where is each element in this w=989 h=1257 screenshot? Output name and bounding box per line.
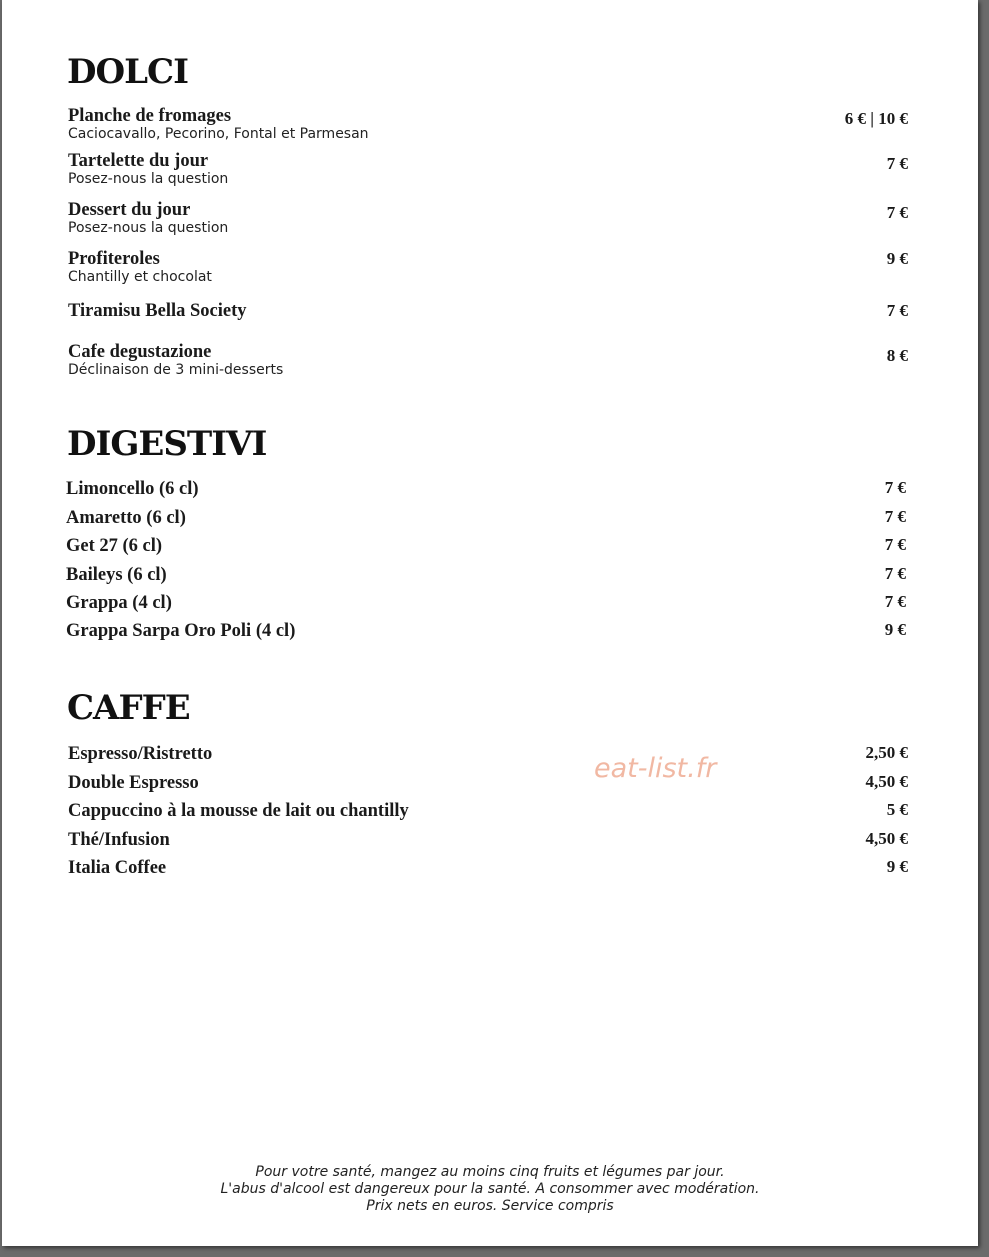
- menu-item: [68, 151, 908, 188]
- item-name: Dessert du jour: [68, 200, 191, 220]
- item-price: 7 €: [884, 535, 906, 554]
- item-price: 7 €: [886, 154, 908, 173]
- item-price: 7 €: [884, 507, 906, 526]
- item-name: Tiramisu Bella Society: [68, 301, 247, 321]
- item-name: Amaretto (6 cl): [66, 508, 186, 528]
- item-name: Espresso/Ristretto: [68, 744, 213, 764]
- menu-page: [2, 0, 978, 1246]
- menu-item: [68, 200, 908, 237]
- menu-item: [68, 301, 908, 321]
- menu-item: [66, 508, 906, 528]
- item-name: Thé/Infusion: [68, 830, 170, 850]
- menu-item: [66, 565, 906, 585]
- menu-item: [68, 744, 908, 764]
- menu-item: [66, 536, 906, 556]
- item-name: Baileys (6 cl): [66, 565, 167, 585]
- item-price: 6 € | 10 €: [844, 109, 908, 128]
- item-name: Italia Coffee: [68, 858, 167, 878]
- item-price: 7 €: [884, 592, 906, 611]
- item-price: 9 €: [886, 857, 908, 876]
- item-name: Double Espresso: [68, 773, 199, 793]
- item-price: 7 €: [884, 564, 906, 583]
- item-price: 5 €: [886, 800, 908, 819]
- section-title-dolci: DOLCI: [67, 52, 188, 92]
- item-price: 9 €: [886, 249, 908, 268]
- item-price: 4,50 €: [865, 772, 908, 791]
- menu-item: [68, 106, 908, 143]
- item-name: Get 27 (6 cl): [66, 536, 163, 556]
- menu-item: [68, 830, 908, 850]
- footer-line: Prix nets en euros. Service compris: [366, 1198, 614, 1214]
- item-price: 2,50 €: [865, 743, 908, 762]
- item-price: 9 €: [884, 620, 906, 639]
- item-description: Posez-nous la question: [68, 220, 229, 236]
- watermark: eat-list.fr: [594, 753, 717, 784]
- menu-item: [66, 593, 906, 613]
- footer-line: L'abus d'alcool est dangereux pour la santé. A consommer avec modération.: [220, 1181, 760, 1197]
- menu-item: [66, 479, 906, 499]
- item-price: 8 €: [886, 346, 908, 365]
- item-price: 7 €: [884, 478, 906, 497]
- menu-item: [68, 801, 908, 821]
- menu-item: [68, 858, 908, 878]
- section-title-digestivi: DIGESTIVI: [67, 424, 267, 464]
- footer-notice: [2, 1164, 978, 1215]
- item-description: Déclinaison de 3 mini-desserts: [68, 362, 284, 378]
- menu-item: [68, 342, 908, 379]
- item-price: 7 €: [886, 301, 908, 320]
- item-description: Chantilly et chocolat: [68, 269, 212, 285]
- item-description: Posez-nous la question: [68, 171, 229, 187]
- item-name: Cappuccino à la mousse de lait ou chantilly: [68, 801, 409, 821]
- item-name: Grappa Sarpa Oro Poli (4 cl): [66, 621, 296, 641]
- item-name: Cafe degustazione: [68, 342, 212, 362]
- menu-item: [68, 249, 908, 286]
- item-name: Planche de fromages: [68, 106, 232, 126]
- item-price: 7 €: [886, 203, 908, 222]
- item-name: Limoncello (6 cl): [66, 479, 199, 499]
- footer-line: Pour votre santé, mangez au moins cinq fruits et légumes par jour.: [255, 1164, 725, 1180]
- item-price: 4,50 €: [865, 829, 908, 848]
- item-description: Caciocavallo, Pecorino, Fontal et Parmesan: [68, 126, 369, 142]
- menu-item: [66, 621, 906, 641]
- section-title-caffe: CAFFE: [67, 688, 190, 728]
- item-name: Grappa (4 cl): [66, 593, 172, 613]
- item-name: Tartelette du jour: [68, 151, 209, 171]
- menu-item: [68, 773, 908, 793]
- item-name: Profiteroles: [68, 249, 160, 269]
